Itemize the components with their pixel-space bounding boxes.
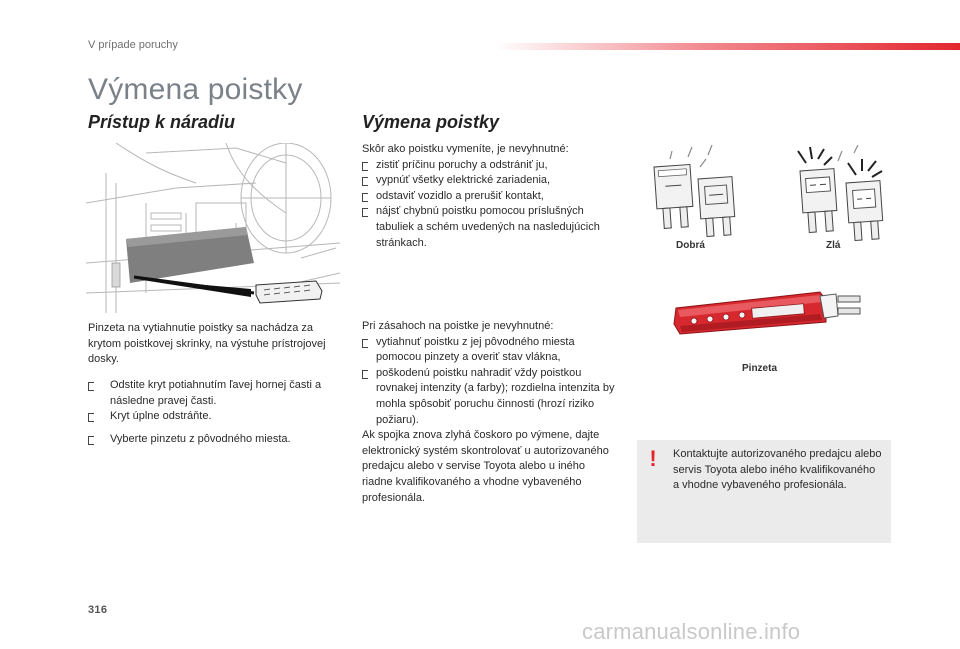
bad-fuse-icon xyxy=(798,145,884,241)
before-item: zistiť príčinu poruchy a odstrániť ju, xyxy=(362,158,616,174)
tweezers-location-text: Pinzeta na vytiahnutie poistky sa nachádza za krytom poistkovej skrinky, na výstuhe prístrojovej dosky. xyxy=(88,322,326,366)
dashboard-drawing xyxy=(86,143,340,318)
middle-heading: Výmena poistky xyxy=(362,112,500,132)
step-item: Odstite kryt potiahnutím ľavej hornej časti a následne pravej časti. xyxy=(88,378,338,409)
during-intro: Pri zásahoch na poistke je nevyhnutné: xyxy=(362,320,554,332)
section-label: V prípade poruchy xyxy=(88,39,178,51)
fuses-drawing xyxy=(640,145,900,245)
step-item: Vyberte pinzetu z pôvodného miesta. xyxy=(88,432,338,448)
during-replacement-block xyxy=(362,319,616,506)
during-item: vytiahnuť poistku z jej pôvodného miesta pomocou pinzety a overiť stav vlákna, xyxy=(362,335,616,366)
tweezers-removal-step xyxy=(88,432,338,448)
during-item: poškodenú poistku nahradiť vždy poistkou rovnakej intenzity (a farby); rozdielna intenzita by mohla spôsobiť poruchu činnosti (hrozí riziko požiaru). xyxy=(362,366,616,428)
before-item: vypnúť všetky elektrické zariadenia, xyxy=(362,173,616,189)
before-list xyxy=(362,158,616,252)
good-fuse-icon xyxy=(654,145,736,237)
left-heading: Prístup k náradiu xyxy=(88,112,236,132)
good-fuse-label: Dobrá xyxy=(676,240,705,251)
page-number: 316 xyxy=(88,604,108,616)
before-intro: Skôr ako poistku vymeníte, je nevyhnutné: xyxy=(362,143,569,155)
during-list xyxy=(362,335,616,429)
before-replacement-block xyxy=(362,142,616,251)
before-item: odstaviť vozidlo a prerušiť kontakt, xyxy=(362,189,616,205)
tweezers-illustration xyxy=(670,282,870,352)
tweezers-label: Pinzeta xyxy=(742,363,778,374)
cover-removal-steps xyxy=(88,378,338,425)
header-accent-bar xyxy=(495,43,960,50)
page-title: Výmena poistky xyxy=(88,73,303,106)
before-item: nájsť chybnú poistku pomocou príslušných tabuliek a schém uvedených na nasledujúcich stránkach. xyxy=(362,204,616,251)
fuse-illustrations xyxy=(640,145,900,245)
closing-text: Ak spojka znova zlyhá čoskoro po výmene, dajte elektronický systém skontrolovať u autorizovaného predajcu alebo v servise Toyota alebo u iného riadne kvalifikovaného a vhodne vybaveného profesionála. xyxy=(362,429,609,504)
tweezers-icon xyxy=(670,282,870,352)
step-item: Kryt úplne odstráňte. xyxy=(88,409,338,425)
watermark: carmanualsonline.info xyxy=(582,619,801,644)
exclamation-icon: ! xyxy=(649,446,657,471)
dashboard-illustration xyxy=(86,143,340,318)
warning-text: Kontaktujte autorizovaného predajcu alebo servis Toyota alebo iného kvalifikovaného a vhodne vybaveného profesionála. xyxy=(673,448,882,492)
bad-fuse-label: Zlá xyxy=(826,240,841,251)
